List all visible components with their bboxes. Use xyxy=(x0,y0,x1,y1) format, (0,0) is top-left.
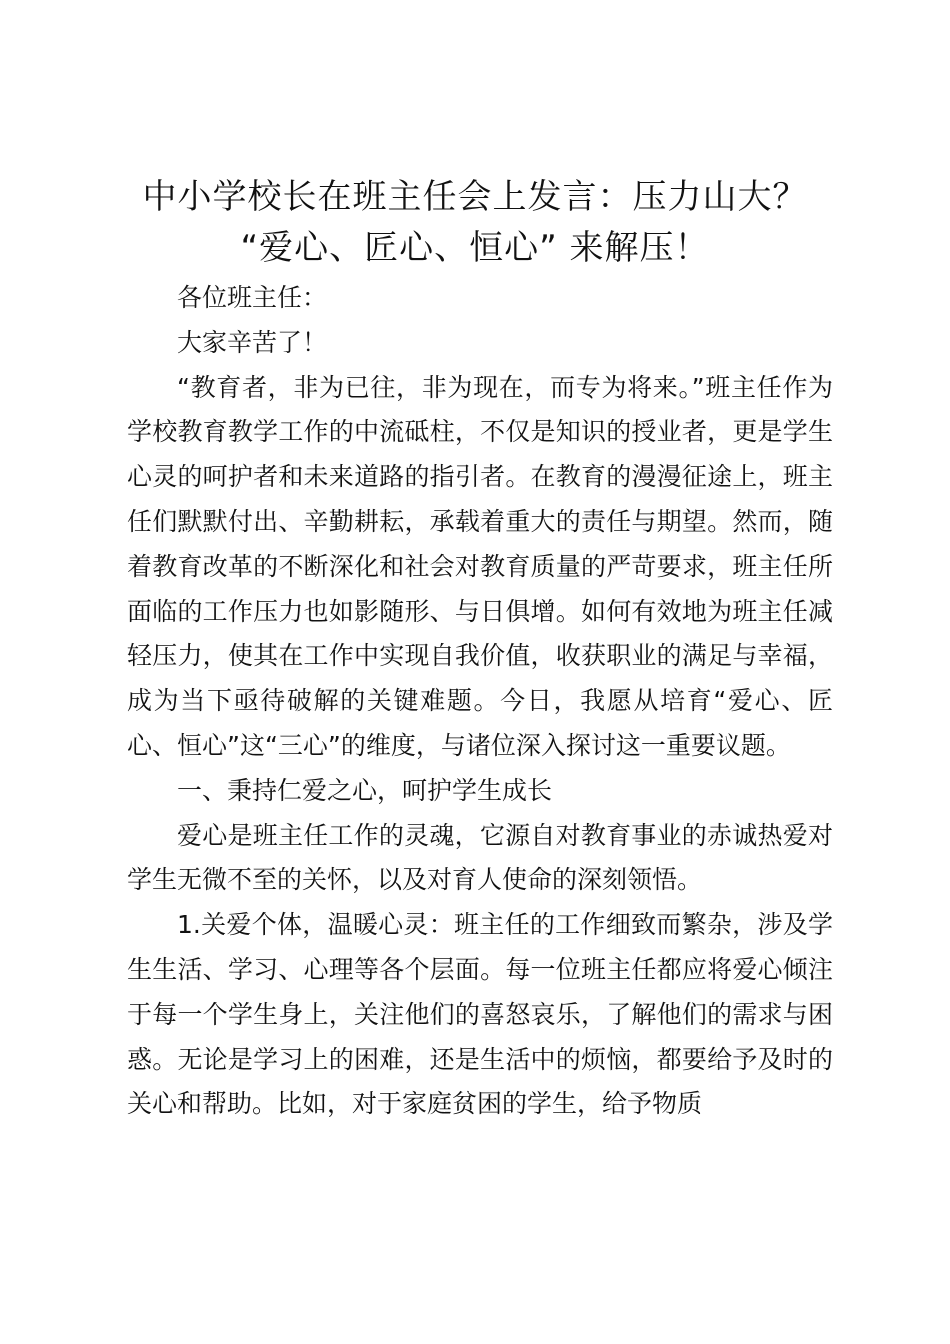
paragraph-section-1: 爱心是班主任工作的灵魂，它源自对教育事业的赤诚热爱对学生无微不至的关怀，以及对育人使命的深刻领悟。 xyxy=(127,820,833,895)
document-title-line-1: 中小学校长在班主任会上发言：压力山大？ xyxy=(142,177,808,217)
paragraph-point-1: 1.关爱个体，温暖心灵：班主任的工作细致而繁杂，涉及学生生活、学习、心理等各个层面。每一位班主任都应将爱心倾注于每一个学生身上，关注他们的喜怒哀乐，了解他们的需求与困惑。无论是学习上的困难，还是生活中的烦恼，都要给予及时的关心和帮助。比如，对于家庭贫困的学生，给予物质 xyxy=(127,910,833,1119)
section-heading-1: 一、秉持仁爱之心，呵护学生成长 xyxy=(177,775,553,805)
salutation: 各位班主任： xyxy=(177,283,328,312)
document-body xyxy=(127,276,833,1127)
paragraph-intro: “教育者，非为已往，非为现在，而专为将来。”班主任作为学校教育教学工作的中流砥柱，不仅是知识的授业者，更是学生心灵的呵护者和未来道路的指引者。在教育的漫漫征途上，班主任们默默付出、辛勤耕耘，承载着重大的责任与期望。然而，随着教育改革的不断深化和社会对教育质量的严苛要求，班主任所面临的工作压力也如影随形、与日俱增。如何有效地为班主任减轻压力，使其在工作中实现自我价值，收获职业的满足与幸福，成为当下亟待破解的关键难题。今日，我愿从培育“爱心、匠心、恒心”这“三心”的维度，与诸位深入探讨这一重要议题。 xyxy=(127,372,833,760)
greeting: 大家辛苦了！ xyxy=(177,327,328,357)
document-title-line-2: “爱心、匠心、恒心” 来解压！ xyxy=(240,228,710,268)
